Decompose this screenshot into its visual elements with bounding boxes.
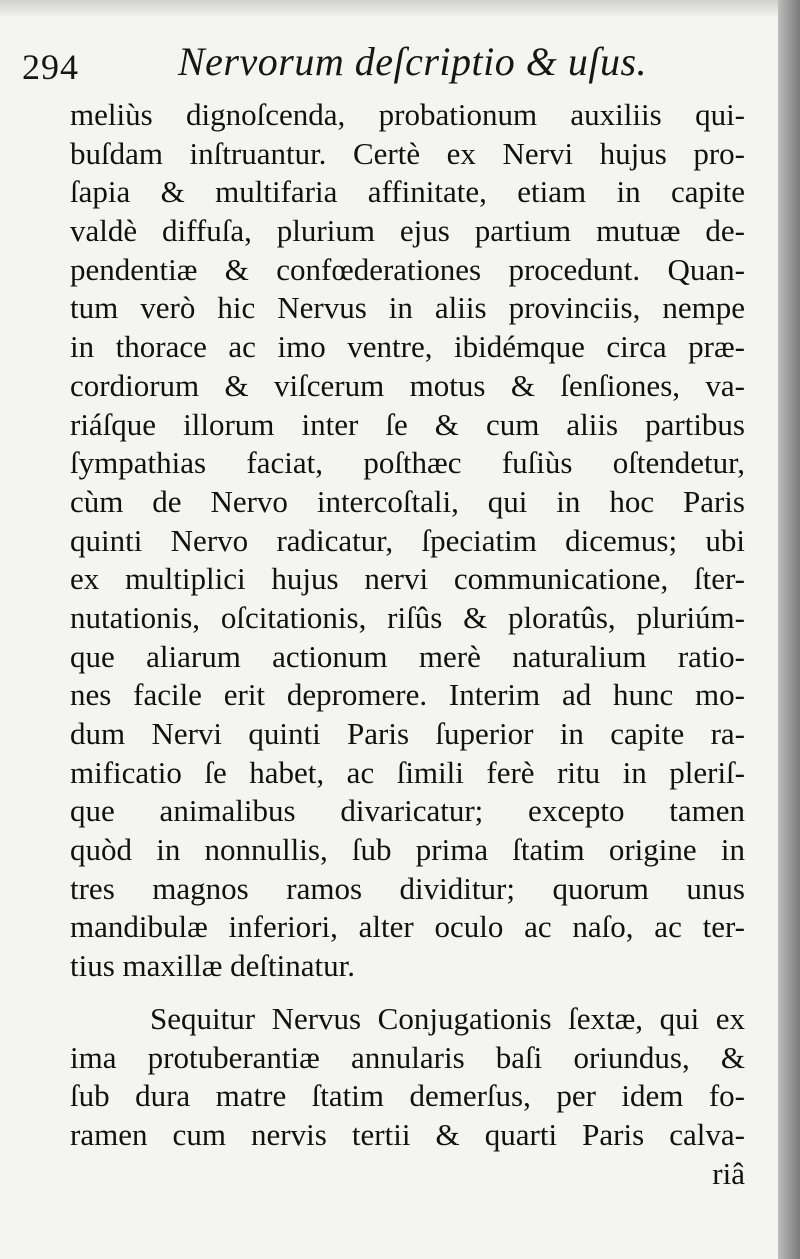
page-header [0, 38, 770, 98]
page-number: 294 [22, 47, 79, 87]
text-line: valdè diffuſa, plurium ejus partium mutuæ de- [70, 213, 745, 249]
page-edge-shadow [778, 0, 800, 1259]
running-title: Nervorum deſcriptio & uſus. [178, 39, 648, 84]
text-line: pendentiæ & confœderationes procedunt. Quan- [70, 251, 745, 287]
text-line: mandibulæ inferiori, alter oculo ac naſo, ac ter- [70, 909, 745, 945]
text-body [70, 96, 745, 1193]
text-line: que aliarum actionum merè naturalium ratio- [70, 638, 745, 674]
text-line: ſub dura matre ſtatim demerſus, per idem fo- [70, 1078, 745, 1114]
text-line: meliùs dignoſcenda, probationum auxiliis qui- [70, 97, 745, 132]
text-line: dum Nervi quinti Paris ſuperior in capite ra- [70, 716, 745, 751]
catchword: riâ [712, 1155, 745, 1191]
text-line: riáſque illorum inter ſe & cum aliis partibus [70, 406, 745, 442]
text-line: nutationis, oſcitationis, riſûs & ploratûs, pluriúm- [70, 599, 745, 635]
text-line: ſympathias faciat, poſthæc fuſiùs oſtendetur, [70, 445, 745, 481]
text-line: nes facile erit depromere. Interim ad hunc mo- [70, 677, 745, 713]
text-line: mificatio ſe habet, ac ſimili ferè ritu in pleriſ- [70, 754, 745, 790]
text-line: ex multiplici hujus nervi communicatione, ſter- [70, 561, 745, 597]
text-line: que animalibus divaricatur; excepto tamen [70, 793, 745, 829]
page-top-shadow [0, 0, 800, 18]
text-line: tres magnos ramos dividitur; quorum unus [70, 870, 745, 906]
text-line: buſdam inſtruantur. Certè ex Nervi hujus pro- [70, 135, 745, 171]
text-line: cùm de Nervo intercoſtali, qui in hoc Paris [70, 483, 745, 519]
paragraph-gap [70, 986, 745, 1000]
text-line: tius maxillæ deſtinatur. [70, 948, 356, 984]
text-line: quinti Nervo radicatur, ſpeciatim dicemus; ubi [70, 522, 745, 558]
text-line: tum verò hic Nervus in aliis provinciis, nempe [70, 290, 745, 326]
text-line: quòd in nonnullis, ſub prima ſtatim origine in [70, 832, 745, 868]
text-line: ramen cum nervis tertii & quarti Paris calva- [70, 1116, 745, 1152]
text-line: cordiorum & viſcerum motus & ſenſiones, va- [70, 367, 745, 403]
text-line: ſapia & multifaria affinitate, etiam in capite [70, 174, 745, 210]
text-line: Sequitur Nervus Conjugationis ſextæ, qui ex [150, 1000, 745, 1036]
text-line: in thorace ac imo ventre, ibidémque circa præ- [70, 329, 745, 365]
text-line: ima protuberantiæ annularis baſi oriundus, & [70, 1039, 745, 1075]
